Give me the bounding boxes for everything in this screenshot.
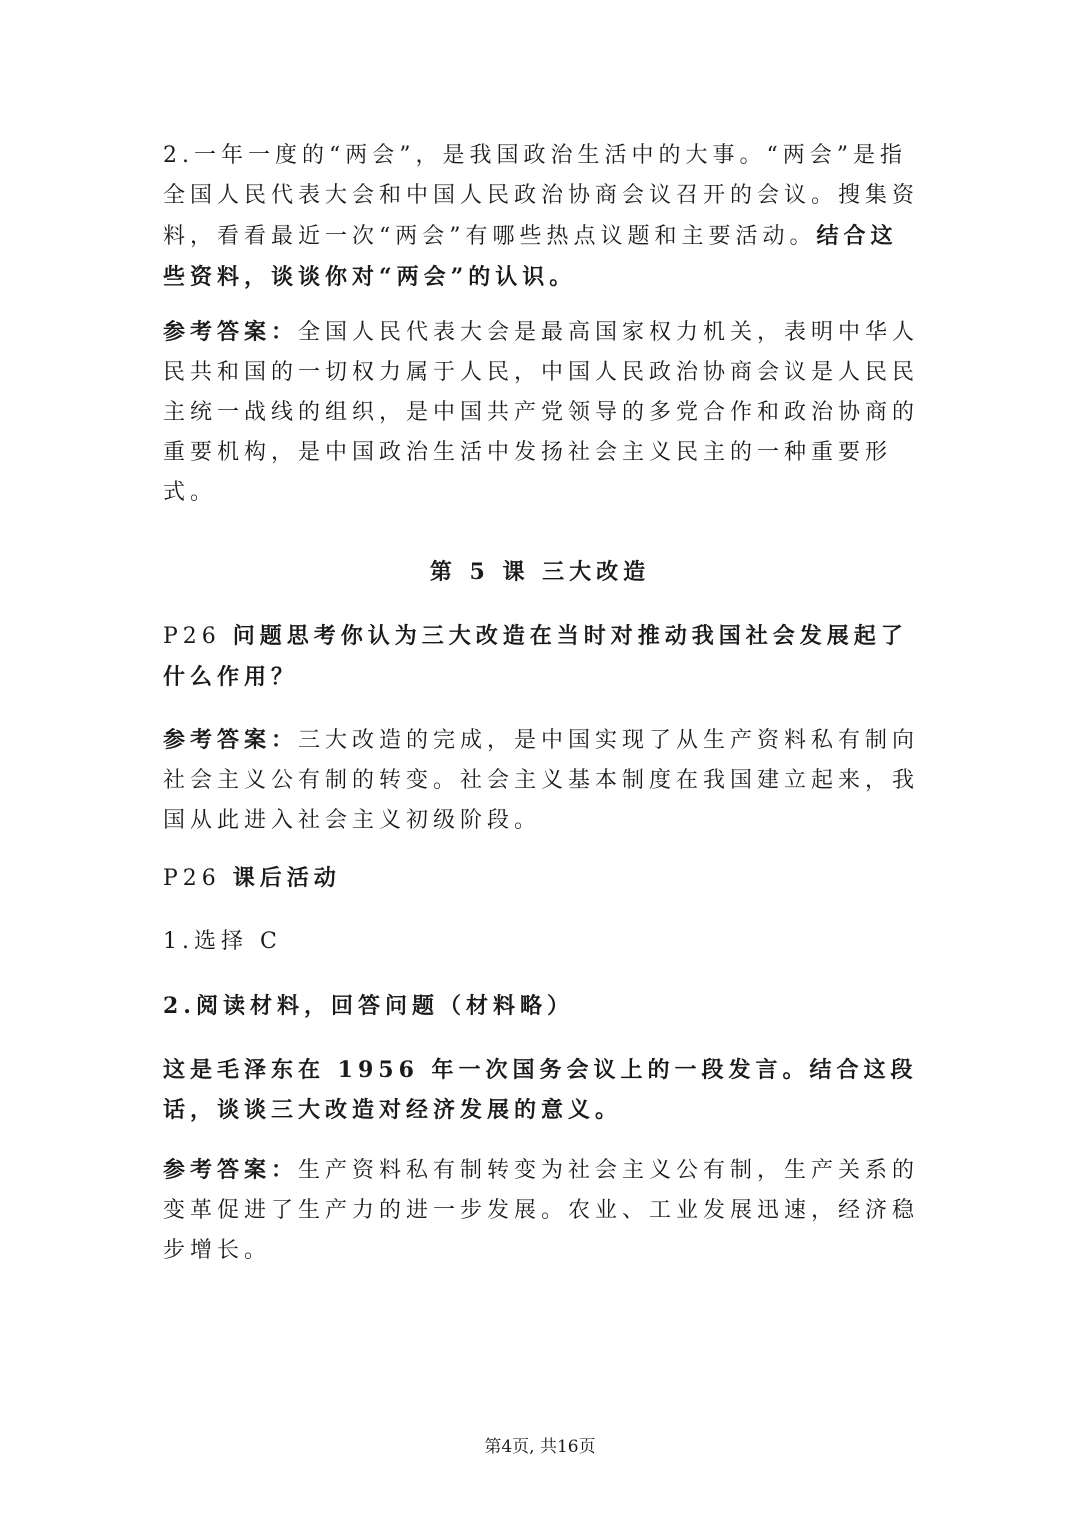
section2-answer [163,720,923,841]
section3-answer-text: 生产资料私有制转变为社会主义公有制，生产关系的变革促进了生产力的进一步发展。农业、工业发展迅速，经济稳步增长。 [163,1158,920,1263]
section3-question: 这是毛泽东在 1956 年一次国务会议上的一段发言。结合这段话，谈谈三大改造对经济发展的意义。 [163,1057,918,1123]
section1-question [163,136,923,298]
section1-question-bold: 结合这些资料，谈谈你对“两会”的认识。 [163,223,898,290]
section2-question-bold: 问题思考你认为三大改造在当时对推动我国社会发展起了什么作用？ [163,623,908,690]
section2-question [163,616,923,698]
section1-question-normal: 2.一年一度的“两会”，是我国政治生活中的大事。“两会”是指全国人民代表大会和中国人民政治协商会议召开的会议。搜集资料，看看最近一次“两会”有哪些热点议题和主要活动。 [163,143,920,249]
section3-heading [163,858,923,899]
section2-question-prefix: P26 [163,624,233,649]
section2-answer-text: 三大改造的完成，是中国实现了从生产资料私有制向社会主义公有制的转变。社会主义基本制度在我国建立起来，我国从此进入社会主义初级阶段。 [163,728,920,833]
section1-answer-text: 全国人民代表大会是最高国家权力机关，表明中华人民共和国的一切权力属于人民，中国人民政治协商会议是人民民主统一战线的组织，是中国共产党领导的多党合作和政治协商的重要机构，是中国政治生活中发扬社会主义民主的一种重要形式。 [163,320,920,505]
section3-answer-label: 参考答案： [163,1157,299,1183]
section3-heading-bold: 课后活动 [232,865,341,891]
section1-answer-label: 参考答案： [163,319,299,345]
lesson-title: 第 5 课 三大改造 [429,559,651,585]
section3-answer [163,1150,923,1271]
section3-item2: 2.阅读材料，回答问题（材料略） [163,993,574,1019]
section2-answer-label: 参考答案： [163,727,299,753]
page-number-footer: 第4页, 共16页 [484,1437,596,1457]
section3-item1: 1.选择 C [163,929,282,954]
section1-answer [163,312,923,513]
section3-heading-prefix: P26 [163,866,233,891]
